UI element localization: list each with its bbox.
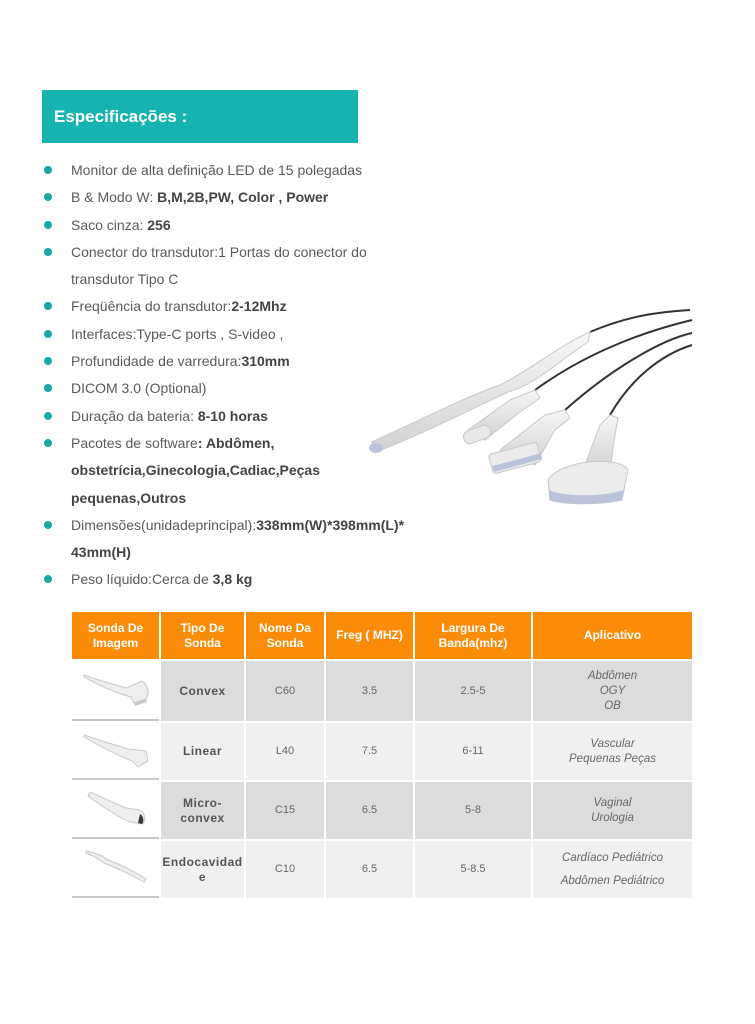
bullet-icon (44, 357, 52, 365)
probe-name-cell: L40 (246, 723, 324, 780)
probe-specifications-table (70, 610, 694, 900)
bullet-icon (44, 248, 52, 256)
probe-image-cell (72, 723, 159, 780)
frequency-cell: 6.5 (326, 841, 413, 898)
linear-probe-icon (76, 723, 156, 773)
bandwidth-cell: 2.5-5 (415, 661, 531, 721)
spec-item-dicom: DICOM 3.0 (Optional) (44, 375, 444, 402)
probe-name-cell: C15 (246, 782, 324, 839)
bullet-icon (44, 302, 52, 310)
frequency-cell: 7.5 (326, 723, 413, 780)
bandwidth-cell: 6-11 (415, 723, 531, 780)
spec-item-interfaces: Interfaces:Type-C ports , S-video , (44, 321, 444, 348)
specifications-title: Especificações : (54, 107, 188, 126)
bullet-icon (44, 221, 52, 229)
endocavity-probe-icon (76, 841, 156, 891)
bandwidth-cell: 5-8.5 (415, 841, 531, 898)
bandwidth-cell: 5-8 (415, 782, 531, 839)
table-row (72, 841, 692, 898)
bullet-icon (44, 166, 52, 174)
bullet-icon (44, 330, 52, 338)
column-header-probe-image: Sonda De Imagem (72, 612, 159, 659)
frequency-cell: 3.5 (326, 661, 413, 721)
probe-type-cell: Endocavidade (161, 841, 244, 898)
spec-item-grayscale: Saco cinza: 256 (44, 212, 444, 239)
column-header-probe-type: Tipo De Sonda (161, 612, 244, 659)
probe-type-cell: Micro-convex (161, 782, 244, 839)
spec-item-modes: B & Modo W: B,M,2B,PW, Color , Power (44, 184, 444, 211)
frequency-cell: 6.5 (326, 782, 413, 839)
application-cell: Cardíaco Pediátrico Abdômen Pediátrico (533, 841, 692, 898)
bullet-icon (44, 412, 52, 420)
bullet-icon (44, 521, 52, 529)
column-header-probe-name: Nome Da Sonda (246, 612, 324, 659)
spec-item-frequency: Freqüência do transdutor:2-12Mhz (44, 293, 444, 320)
probe-image-cell (72, 841, 159, 898)
bullet-icon (44, 193, 52, 201)
micro-convex-probe-icon (76, 782, 156, 832)
probe-type-cell: Linear (161, 723, 244, 780)
bullet-icon (44, 384, 52, 392)
probe-name-cell: C60 (246, 661, 324, 721)
probe-name-cell: C10 (246, 841, 324, 898)
table-header-row (72, 612, 692, 659)
spec-item-monitor: Monitor de alta definição LED de 15 polegadas (44, 157, 444, 184)
application-cell: Vaginal Urologia (533, 782, 692, 839)
bullet-icon (44, 575, 52, 583)
table-row (72, 782, 692, 839)
probe-image-cell (72, 661, 159, 721)
table-row (72, 661, 692, 721)
spec-item-weight: Peso líquido:Cerca de 3,8 kg (44, 566, 444, 593)
table-row (72, 723, 692, 780)
spec-item-battery: Duração da bateria: 8-10 horas (44, 403, 444, 430)
specifications-header (42, 90, 358, 143)
ultrasound-probes-icon (360, 300, 700, 510)
application-cell: Abdômen OGY OB (533, 661, 692, 721)
probe-image-cell (72, 782, 159, 839)
column-header-application: Aplicativo (533, 612, 692, 659)
column-header-bandwidth: Largura De Banda(mhz) (415, 612, 531, 659)
bullet-icon (44, 439, 52, 447)
spec-item-dimensions: Dimensões(unidadeprincipal):338mm(W)*398mm(L)* 43mm(H) (44, 512, 444, 567)
spec-item-depth: Profundidade de varredura:310mm (44, 348, 444, 375)
spec-item-software: Pacotes de software: Abdômen, obstetrícia,Ginecologia,Cadiac,Peças pequenas,Outros (44, 430, 364, 512)
spec-item-connector: Conector do transdutor:1 Portas do conector do transdutor Tipo C (44, 239, 444, 294)
convex-probe-icon (76, 663, 156, 713)
application-cell: Vascular Pequenas Peças (533, 723, 692, 780)
column-header-frequency: Freg ( MHZ) (326, 612, 413, 659)
probe-type-cell: Convex (161, 661, 244, 721)
